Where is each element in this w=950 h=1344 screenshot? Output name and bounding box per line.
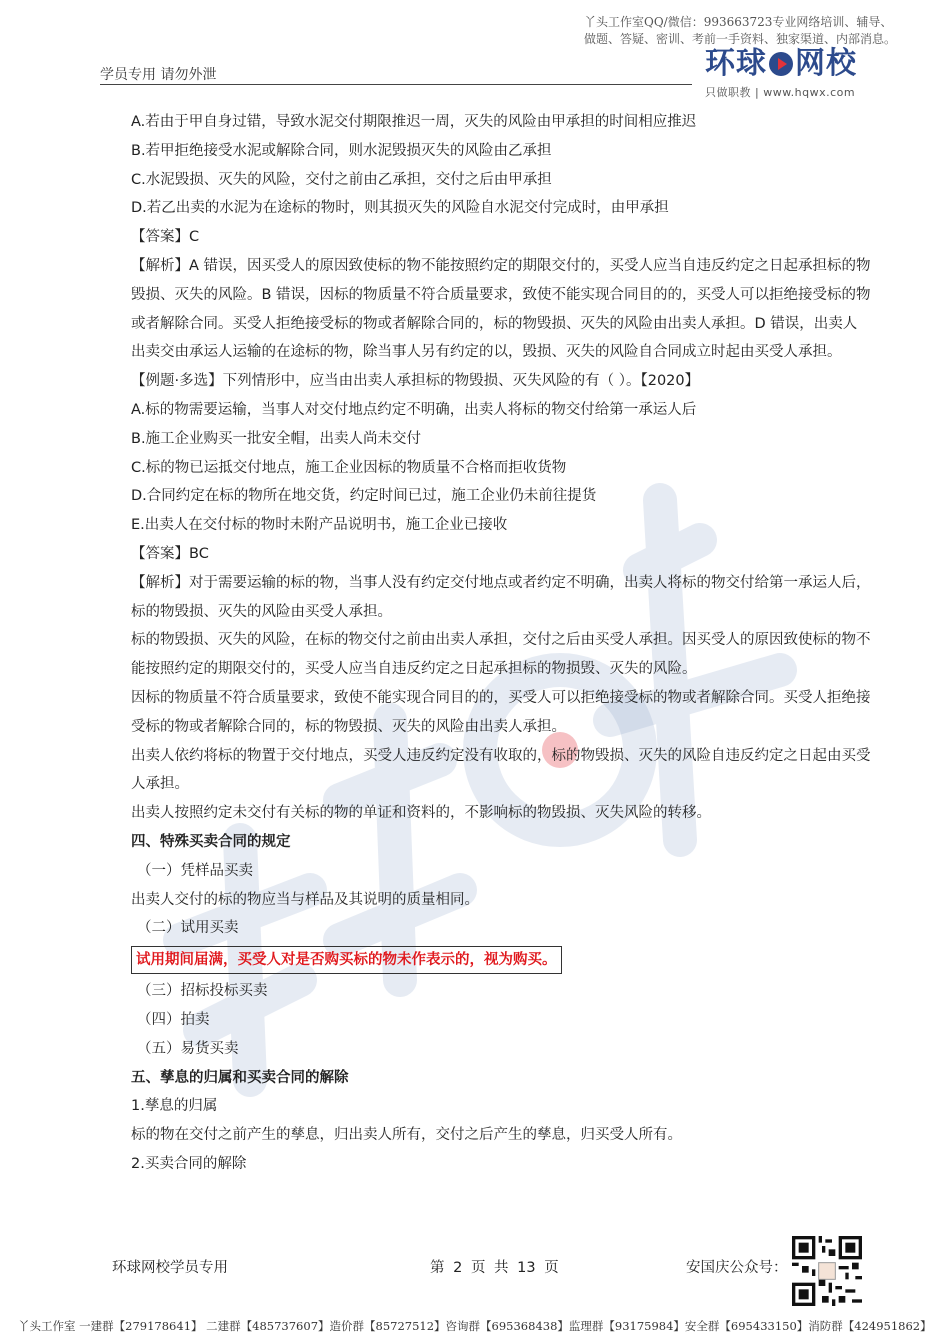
body-text: 标的物在交付之前产生的孳息，归出卖人所有，交付之后产生的孳息，归买受人所有。 [131,1127,682,1144]
section-heading: 五、孳息的归属和买卖合同的解除 [131,1069,349,1086]
bottom-group-bar: 丫头工作室 一建群【279178641】 二建群【485737607】造价群【85727512】咨询群【695368438】监理群【93175984】安全群【695433150】消防群【424951862】 [18,1319,932,1333]
subsection-heading: （五）易货买卖 [137,1040,239,1057]
option-line: D.若乙出卖的水泥为在途标的物时，则其损灭失的风险自水泥交付完成时，由甲承担 [131,200,669,217]
brand-logo [705,46,875,100]
page-number: 第 2 页 共 13 页 [430,1260,559,1276]
body-text: 出卖人交付的标的物应当与样品及其说明的质量相同。 [131,891,479,908]
option-line: A.若由于甲自身过错，导致水泥交付期限推迟一周，灭失的风险由甲承担的时间相应推迟 [131,114,697,130]
header-label: 学员专用 请勿外泄 [100,67,217,83]
item-heading: 2.买卖合同的解除 [131,1155,247,1172]
analysis-paragraph: 【解析】A 错误，因买受人的原因致使标的物不能按照约定的期限交付的，买受人应当自违反约定之日起承担标的物毁损、灭失的风险。B 错误，因标的物质量不符合质量要求，致使不能实现合同目的的，买受人可以拒绝接受标的物或者解除合同。买受人拒绝接受标的物或者解除合同的，标的物毁损、灭失的风险由出卖人承担。D 错误，出卖人出卖交由承运人运输的在途标的物，除当事人另有约定的以，毁损、灭失的风险自合同成立时起由买受人承担。 [131,257,871,361]
play-icon [769,52,793,76]
option-line: D.合同约定在标的物所在地交货，约定时间已过，施工企业仍未前往提货 [131,488,597,505]
option-line: E.出卖人在交付标的物时未附产品说明书，施工企业已接收 [131,517,508,534]
option-line: C.水泥毁损、灭失的风险，交付之前由乙承担，交付之后由甲承担 [131,171,552,188]
option-line: B.若甲拒绝接受水泥或解除合同，则水泥毁损灭失的风险由乙承担 [131,142,552,159]
option-line: A.标的物需要运输，当事人对交付地点约定不明确，出卖人将标的物交付给第一承运人后 [131,401,697,418]
subsection-heading: （二）试用买卖 [137,920,239,937]
section-heading: 四、特殊买卖合同的规定 [131,833,291,850]
subsection-heading: （一）凭样品买卖 [137,862,253,879]
logo-text-a: 环球 [705,46,767,81]
analysis-paragraph: 【解析】对于需要运输的标的物，当事人没有约定交付地点或者约定不明确，出卖人将标的物交付给第一承运人后，标的物毁损、灭失的风险由买受人承担。 [131,574,871,620]
answer-line: 【答案】C [131,229,200,246]
analysis-paragraph: 出卖人依约将标的物置于交付地点，买受人违反约定没有收取的，标的物毁损、灭失的风险自违反约定之日起由买受人承担。 [131,747,871,793]
analysis-paragraph: 标的物毁损、灭失的风险，在标的物交付之前由出卖人承担，交付之后由买受人承担。因买受人的原因致使标的物不能按照约定的期限交付的，买受人应当自违反约定之日起承担标的物损毁、灭失的风险。 [131,632,871,678]
answer-line: 【答案】BC [131,545,209,562]
logo-subtitle: 只做职教 | www.hqwx.com [705,86,856,99]
footer-right: 安国庆公众号： [686,1260,788,1276]
subsection-heading: （四）拍卖 [137,1011,210,1028]
subsection-heading: （三）招标投标买卖 [137,983,268,1000]
logo-text-b: 网校 [795,46,857,81]
document-body [131,108,871,1179]
example-question: 【例题·多选】下列情形中，应当由出卖人承担标的物毁损、灭失风险的有（ ）。【2020】 [131,373,700,390]
analysis-paragraph: 因标的物质量不符合质量要求，致使不能实现合同目的的，买受人可以拒绝接受标的物或者解除合同。买受人拒绝接受标的物或者解除合同的，标的物毁损、灭失的风险由出卖人承担。 [131,689,871,735]
highlight-box: 试用期间届满，买受人对是否购买标的物未作表示的，视为购买。 [131,946,562,974]
header-divider [100,84,692,85]
top-notice: 丫头工作室QQ/微信：993663723专业网络培训、辅导、做题、答疑、密训、考前一手资料、独家渠道、内部消息。 [584,15,897,46]
footer-left: 环球网校学员专用 [112,1260,228,1276]
option-line: C.标的物已运抵交付地点，施工企业因标的物质量不合格而拒收货物 [131,459,567,476]
option-line: B.施工企业购买一批安全帽，出卖人尚未交付 [131,430,422,447]
qr-code-icon [792,1236,862,1306]
analysis-paragraph: 出卖人按照约定未交付有关标的物的单证和资料的，不影响标的物毁损、灭失风险的转移。 [131,805,711,822]
item-heading: 1.孳息的归属 [131,1098,218,1115]
